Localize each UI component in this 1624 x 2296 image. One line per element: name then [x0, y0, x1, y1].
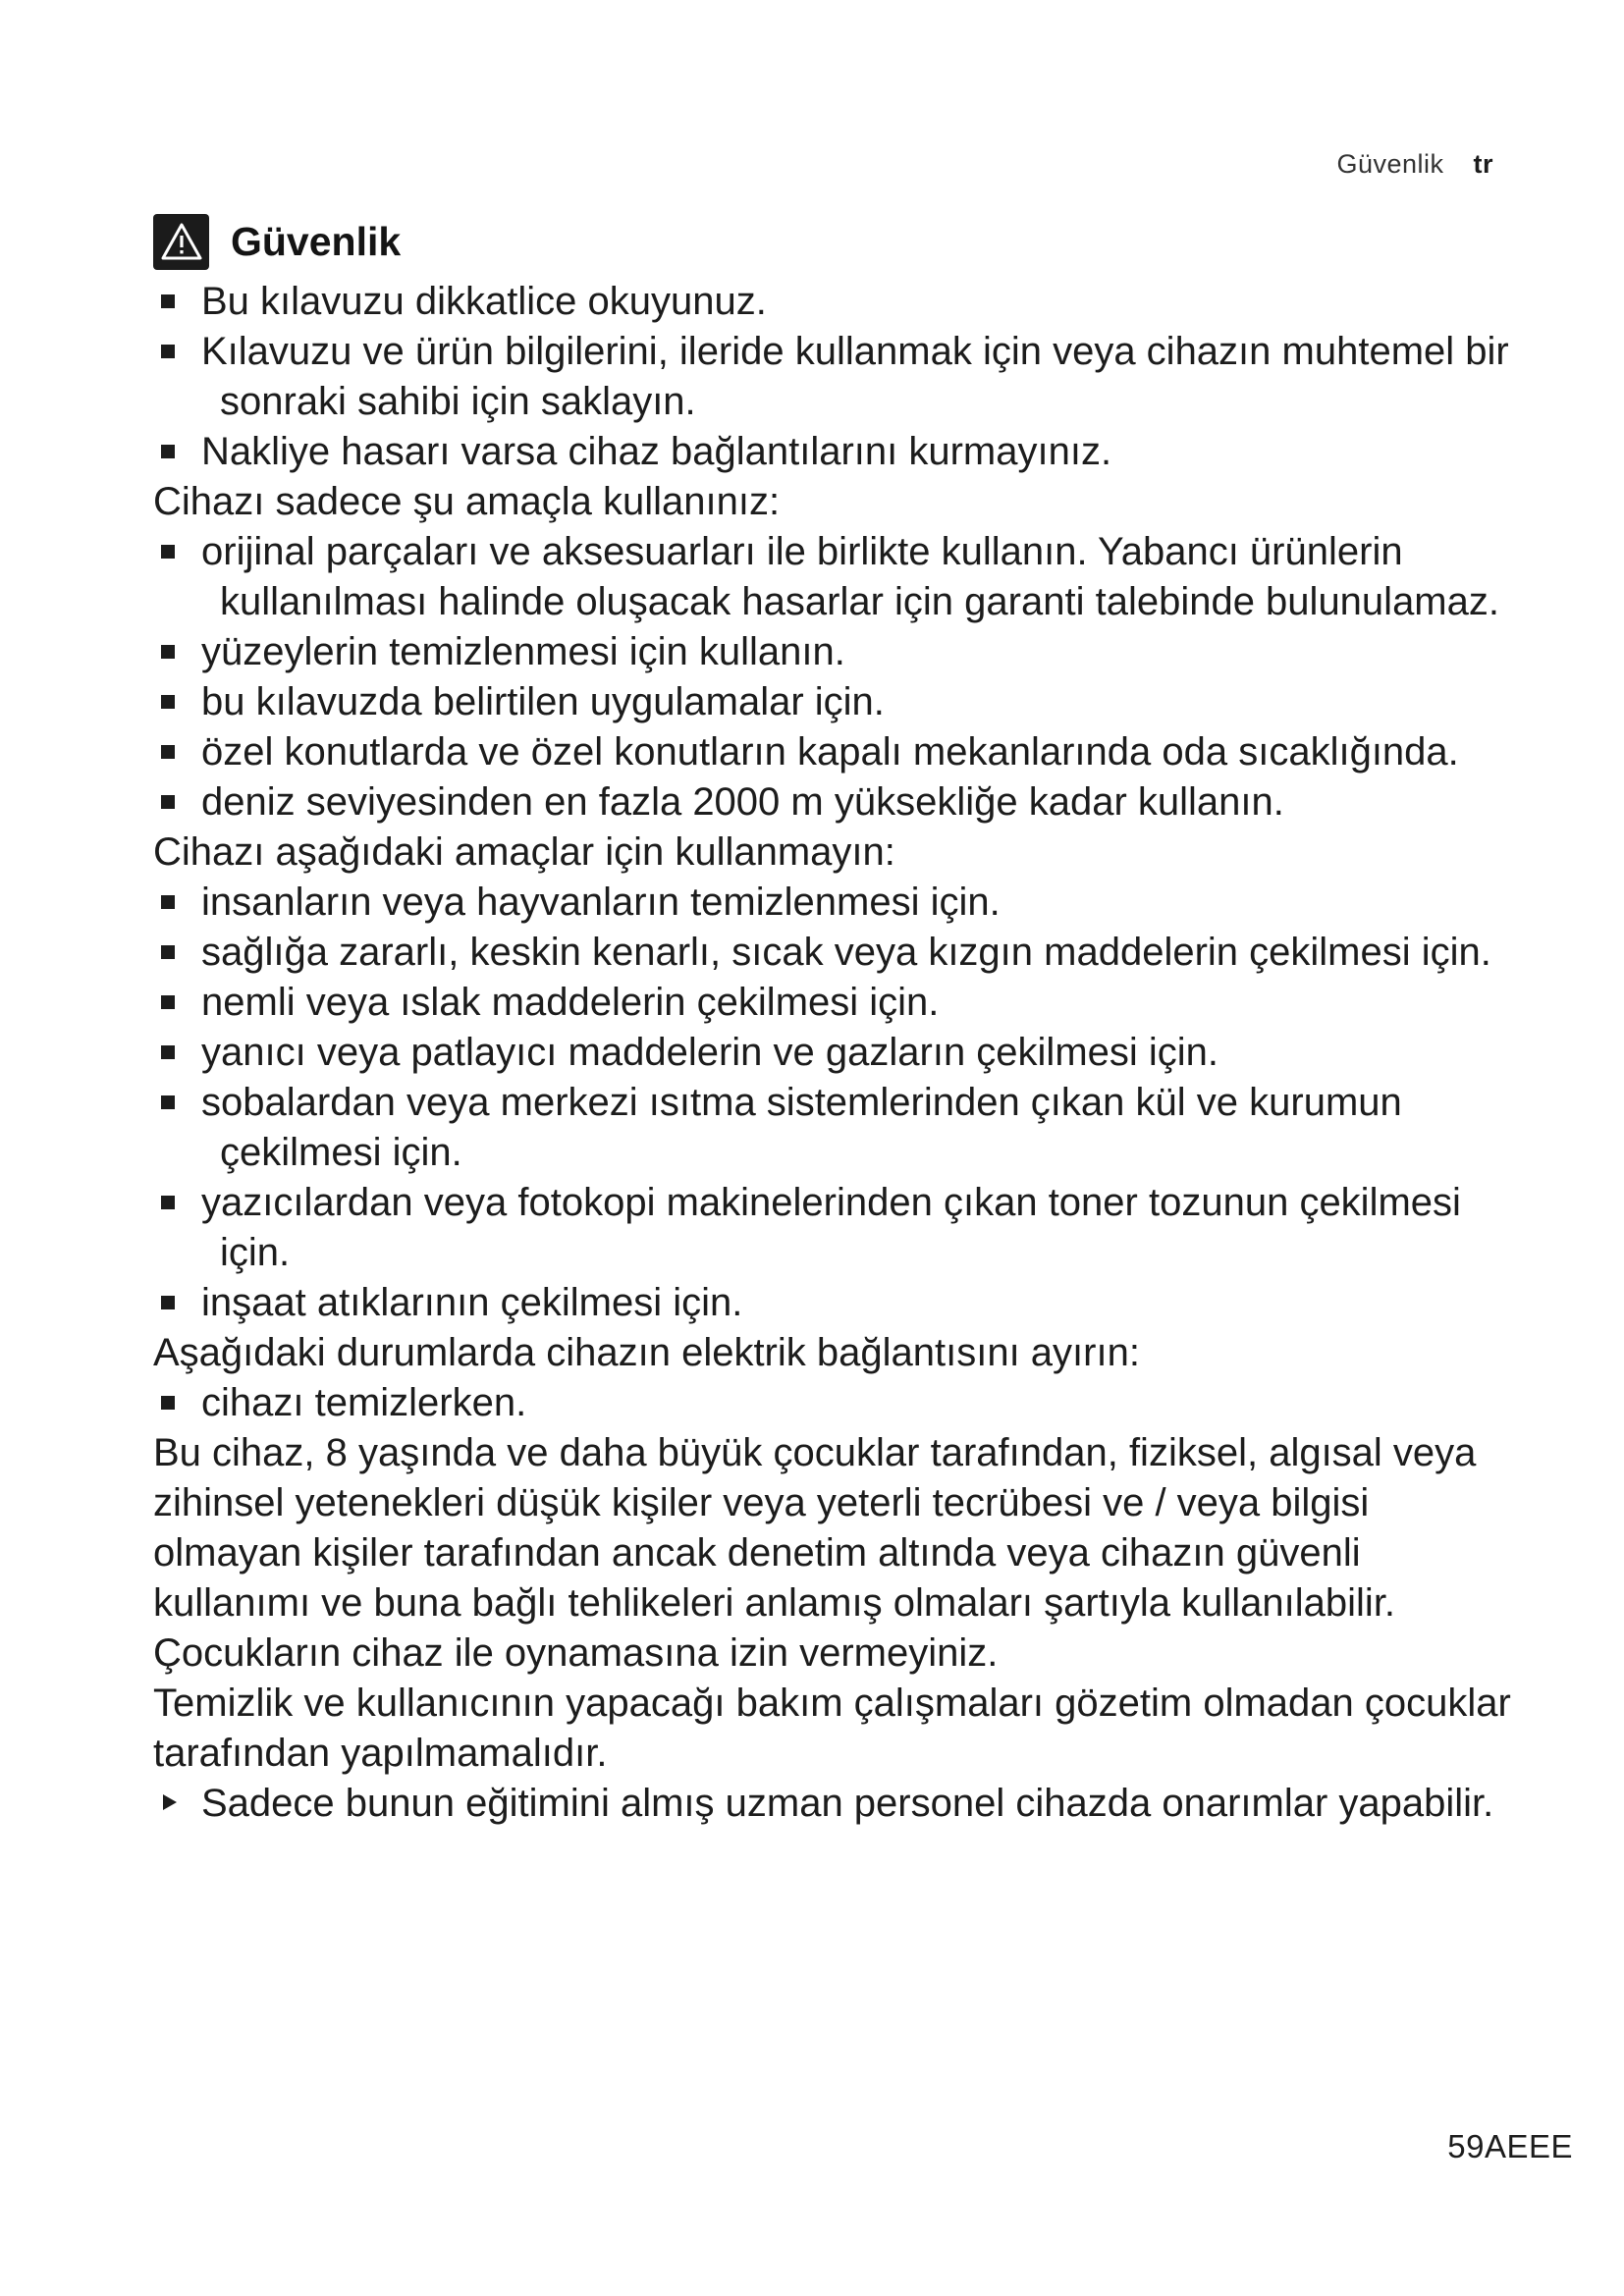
list-item: [153, 627, 1528, 677]
paragraph: Çocukların cihaz ile oynamasına izin vermeyiniz.: [153, 1631, 999, 1675]
list-item-text: Nakliye hasarı varsa cihaz bağlantılarını kurmayınız.: [201, 430, 1112, 473]
list-item-text: Bu kılavuzu dikkatlice okuyunuz.: [201, 280, 767, 323]
list-item-text: özel konutlarda ve özel konutların kapalı mekanlarında oda sıcaklığında.: [201, 730, 1459, 774]
list-item: [153, 878, 1528, 928]
bullet-marker: [161, 895, 175, 909]
safety-section: [153, 214, 1528, 1829]
bullet-marker: [161, 1296, 175, 1309]
list-item: [153, 427, 1528, 477]
bullet-marker: [161, 1396, 175, 1410]
list-item-text: orijinal parçaları ve aksesuarları ile birlikte kullanın. Yabancı ürünlerin kullanılması halinde oluşacak hasarlar için garanti talebinde bulunulamaz.: [201, 530, 1499, 623]
list-item-text: insanların veya hayvanların temizlenmesi için.: [201, 881, 1001, 924]
list-item: [153, 1178, 1528, 1278]
bullet-marker: [161, 645, 175, 659]
paragraph: Temizlik ve kullanıcının yapacağı bakım çalışmaları gözetim olmadan çocuklar tarafından yapılmamalıdır.: [153, 1682, 1511, 1775]
warning-triangle-icon: [153, 214, 209, 270]
bullet-marker: [161, 795, 175, 809]
list-item-text: sağlığa zararlı, keskin kenarlı, sıcak veya kızgın maddelerin çekilmesi için.: [201, 931, 1491, 974]
bullet-marker: [161, 1196, 175, 1209]
language-code: tr: [1473, 149, 1493, 179]
list-item-text: bu kılavuzda belirtilen uygulamalar için.: [201, 680, 885, 723]
action-step: [153, 1779, 1528, 1829]
list-item-text: deniz seviyesinden en fazla 2000 m yüksekliğe kadar kullanın.: [201, 780, 1284, 824]
list-item: [153, 1028, 1528, 1078]
bullet-marker: [161, 345, 175, 358]
bullet-marker: [161, 545, 175, 559]
bullet-marker: [161, 294, 175, 308]
bullet-marker: [161, 945, 175, 959]
running-header: [1336, 149, 1493, 180]
list-item: [153, 978, 1528, 1028]
list-item-text: cihazı temizlerken.: [201, 1381, 527, 1424]
paragraph: Bu cihaz, 8 yaşında ve daha büyük çocuklar tarafından, fiziksel, algısal veya zihinsel yetenekleri düşük kişiler veya yeterli tecrübesi ve / veya bilgisi olmayan kişiler tarafından ancak denetim altında veya cihazın güvenli kullanımı ve buna bağlı tehlikeleri anlamış olmaları şartıyla kullanılabilir.: [153, 1431, 1477, 1625]
arrow-icon: [163, 1794, 177, 1810]
list-item-text: inşaat atıklarının çekilmesi için.: [201, 1281, 743, 1324]
section-title: Güvenlik: [231, 218, 402, 264]
list-item: [153, 527, 1528, 627]
list-item-text: Kılavuzu ve ürün bilgilerini, ileride kullanmak için veya cihazın muhtemel bir sonraki sahibi için saklayın.: [201, 330, 1509, 423]
list-item-text: yüzeylerin temizlenmesi için kullanın.: [201, 630, 845, 673]
list-item: [153, 1278, 1528, 1328]
running-header-section: Güvenlik: [1336, 149, 1444, 179]
list-item-text: yanıcı veya patlayıcı maddelerin ve gazların çekilmesi için.: [201, 1031, 1219, 1074]
list-item: [153, 327, 1528, 427]
bullet-marker: [161, 695, 175, 709]
list-item: [153, 727, 1528, 777]
bullet-marker: [161, 1045, 175, 1059]
bullet-marker: [161, 745, 175, 759]
bullet-marker: [161, 1095, 175, 1109]
paragraph: Cihazı sadece şu amaçla kullanınız:: [153, 480, 781, 523]
paragraph: Aşağıdaki durumlarda cihazın elektrik bağlantısını ayırın:: [153, 1331, 1140, 1374]
list-item: [153, 1078, 1528, 1178]
action-step-text: Sadece bunun eğitimini almış uzman personel cihazda onarımlar yapabilir.: [201, 1782, 1494, 1825]
list-item: [153, 1378, 1528, 1428]
paragraph: Cihazı aşağıdaki amaçlar için kullanmayın:: [153, 830, 895, 874]
list-item-text: yazıcılardan veya fotokopi makinelerinden çıkan toner tozunun çekilmesi için.: [201, 1181, 1461, 1274]
list-item-text: nemli veya ıslak maddelerin çekilmesi için.: [201, 981, 940, 1024]
list-item: [153, 928, 1528, 978]
section-heading: [153, 214, 1528, 269]
bullet-marker: [161, 995, 175, 1009]
list-item-text: sobalardan veya merkezi ısıtma sistemlerinden çıkan kül ve kurumun çekilmesi için.: [201, 1081, 1402, 1174]
list-item: [153, 277, 1528, 327]
list-item: [153, 677, 1528, 727]
list-item: [153, 777, 1528, 828]
document-code: 59AEEE: [1447, 2128, 1573, 2164]
bullet-marker: [161, 445, 175, 458]
